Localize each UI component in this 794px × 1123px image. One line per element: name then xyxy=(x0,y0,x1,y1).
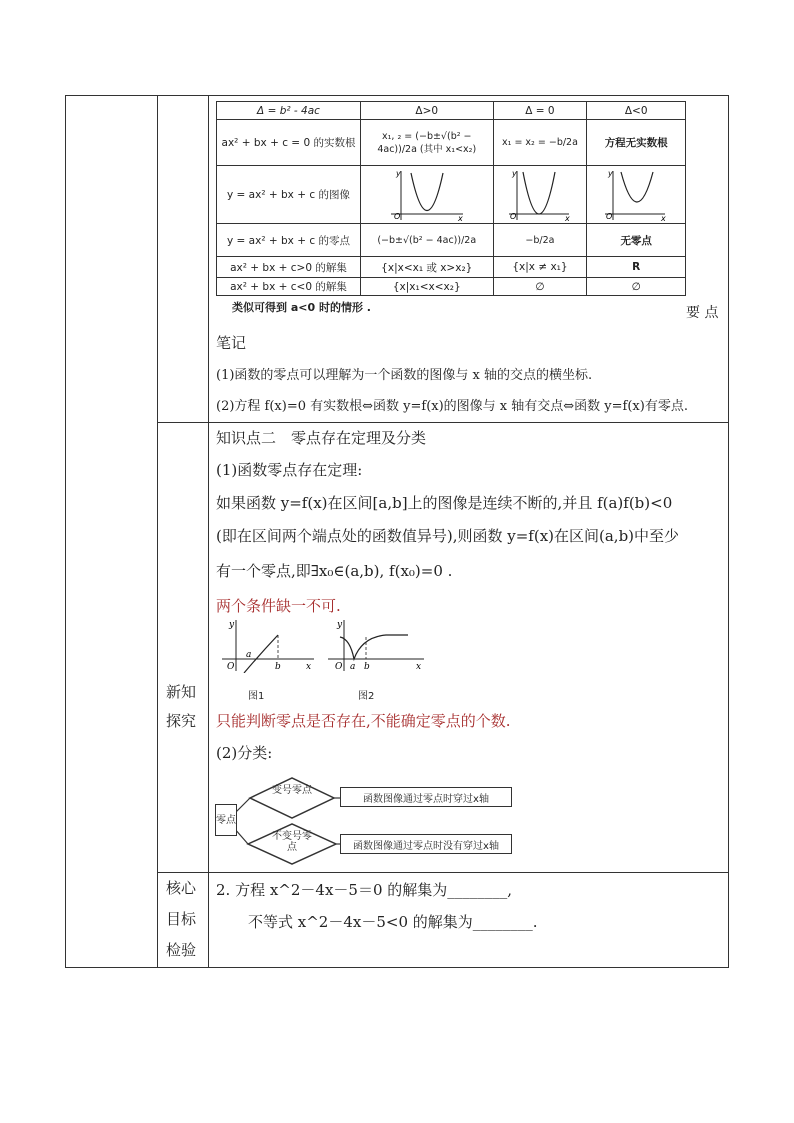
row-zeros-eq0: −b/2a xyxy=(493,224,587,257)
exercise-line-1: 2. 方程 x^2－4x－5＝0 的解集为________, xyxy=(216,881,513,899)
tree-leaf-crosses-axis: 函数图像通过零点时穿过x轴 xyxy=(340,787,512,807)
row-roots-label: ax² + bx + c = 0 的实数根 xyxy=(217,120,361,166)
svg-text:y: y xyxy=(395,168,401,178)
svg-text:O: O xyxy=(509,211,517,221)
side-label-mubiao: 目标 xyxy=(166,910,197,928)
row-gt-solution-gt0: {x|x<x₁ 或 x>x₂} xyxy=(360,257,493,278)
section2-title: 知识点二 零点存在定理及分类 xyxy=(216,429,427,447)
svg-text:x: x xyxy=(306,662,312,672)
section2-sub2: (2)分类: xyxy=(216,744,273,762)
svg-text:y: y xyxy=(511,168,517,178)
tree-branch-sign-change: 变号零点 xyxy=(272,785,312,796)
figure-1-caption: 图1 xyxy=(248,691,265,702)
theorem-line-3: 有一个零点,即∃x₀∈(a,b), f(x₀)=0 . xyxy=(216,562,453,580)
row-roots-gt0: x₁, ₂ = (−b±√(b² − 4ac))/2a (其中 x₁<x₂) xyxy=(360,120,493,166)
column-divider-1 xyxy=(157,95,158,968)
svg-text:b: b xyxy=(275,662,281,672)
outer-border-left xyxy=(65,95,66,968)
row-gt-solution-label: ax² + bx + c>0 的解集 xyxy=(217,257,361,278)
figure-2-caption: 图2 xyxy=(358,691,375,702)
side-label-jianyan: 检验 xyxy=(166,941,197,959)
tree-root-zero-point: 零点 xyxy=(215,804,237,836)
svg-text:a: a xyxy=(350,662,356,672)
svg-text:a: a xyxy=(246,650,252,660)
header-eq0: Δ = 0 xyxy=(493,102,587,120)
row-zeros-label: y = ax² + bx + c 的零点 xyxy=(217,224,361,257)
outer-border-right xyxy=(728,95,729,968)
row-graph-lt0 xyxy=(587,166,686,224)
side-label-xinzhi: 新知 xyxy=(166,683,197,701)
row-zeros-lt0: 无零点 xyxy=(587,224,686,257)
yaodian-label: 要 点 xyxy=(686,305,719,321)
svg-text:x: x xyxy=(661,213,666,222)
row-zeros-gt0: (−b±√(b² − 4ac))/2a xyxy=(360,224,493,257)
svg-text:y: y xyxy=(229,620,235,630)
theorem-line-2: (即在区间两个端点处的函数值异号),则函数 y=f(x)在区间(a,b)中至少 xyxy=(216,527,680,545)
outer-border-bottom xyxy=(65,967,729,968)
svg-text:x: x xyxy=(416,662,422,672)
side-label-hexin: 核心 xyxy=(166,879,197,897)
exercise-line-2: 不等式 x^2－4x－5<0 的解集为________. xyxy=(248,913,538,931)
row-roots-eq0: x₁ = x₂ = −b/2a xyxy=(493,120,587,166)
header-gt0: Δ>0 xyxy=(360,102,493,120)
row-divider-1 xyxy=(157,422,729,423)
row-graph-gt0 xyxy=(360,166,493,224)
row-lt-solution-gt0: {x|x₁<x<x₂} xyxy=(360,278,493,296)
svg-text:y: y xyxy=(337,620,343,630)
row-gt-solution-lt0: R xyxy=(587,257,686,278)
red-note-conditions: 两个条件缺一不可. xyxy=(216,597,341,615)
figure-2-graph xyxy=(326,617,426,673)
svg-text:b: b xyxy=(364,662,370,672)
svg-text:O: O xyxy=(393,211,401,221)
row-lt-solution-label: ax² + bx + c<0 的解集 xyxy=(217,278,361,296)
svg-text:x: x xyxy=(564,213,570,222)
row-divider-2 xyxy=(157,872,729,873)
note-1: (1)函数的零点可以理解为一个函数的图像与 x 轴的交点的横坐标. xyxy=(216,368,593,383)
quadratic-summary-table xyxy=(216,101,686,296)
note-2: (2)方程 f(x)=0 有实数根⇔函数 y=f(x)的图像与 x 轴有交点⇔函数 y=f(x)有零点. xyxy=(216,399,688,414)
row-lt-solution-eq0: ∅ xyxy=(493,278,587,296)
row-gt-solution-eq0: {x|x ≠ x₁} xyxy=(493,257,587,278)
column-divider-2 xyxy=(208,95,209,968)
svg-text:O: O xyxy=(335,662,343,672)
tree-branch-no-sign-change: 不变号零点 xyxy=(272,831,312,853)
notes-heading: 笔记 xyxy=(216,334,247,352)
red-note-limitation: 只能判断零点是否存在,不能确定零点的个数. xyxy=(216,712,511,730)
section2-sub1: (1)函数零点存在定理: xyxy=(216,461,363,479)
parabola-no-root-graph xyxy=(603,168,669,222)
svg-text:O: O xyxy=(227,662,235,672)
row-graph-label: y = ax² + bx + c 的图像 xyxy=(217,166,361,224)
theorem-line-1: 如果函数 y=f(x)在区间[a,b]上的图像是连续不断的,并且 f(a)f(b)<0 xyxy=(216,494,673,512)
parabola-one-root-graph xyxy=(507,168,573,222)
figure-1-graph xyxy=(216,617,316,673)
table-footnote: 类似可得到 a<0 时的情形 . xyxy=(232,301,371,314)
svg-text:y: y xyxy=(608,168,613,178)
svg-text:x: x xyxy=(457,213,463,222)
outer-border-top xyxy=(65,95,729,96)
row-graph-eq0 xyxy=(493,166,587,224)
tree-leaf-not-cross-axis: 函数图像通过零点时没有穿过x轴 xyxy=(340,834,512,854)
parabola-two-roots-graph xyxy=(387,168,467,222)
header-delta: Δ = b² - 4ac xyxy=(217,102,361,120)
row-lt-solution-lt0: ∅ xyxy=(587,278,686,296)
row-roots-lt0: 方程无实数根 xyxy=(587,120,686,166)
header-lt0: Δ<0 xyxy=(587,102,686,120)
side-label-tanjiu: 探究 xyxy=(166,712,197,730)
svg-text:O: O xyxy=(606,211,613,221)
